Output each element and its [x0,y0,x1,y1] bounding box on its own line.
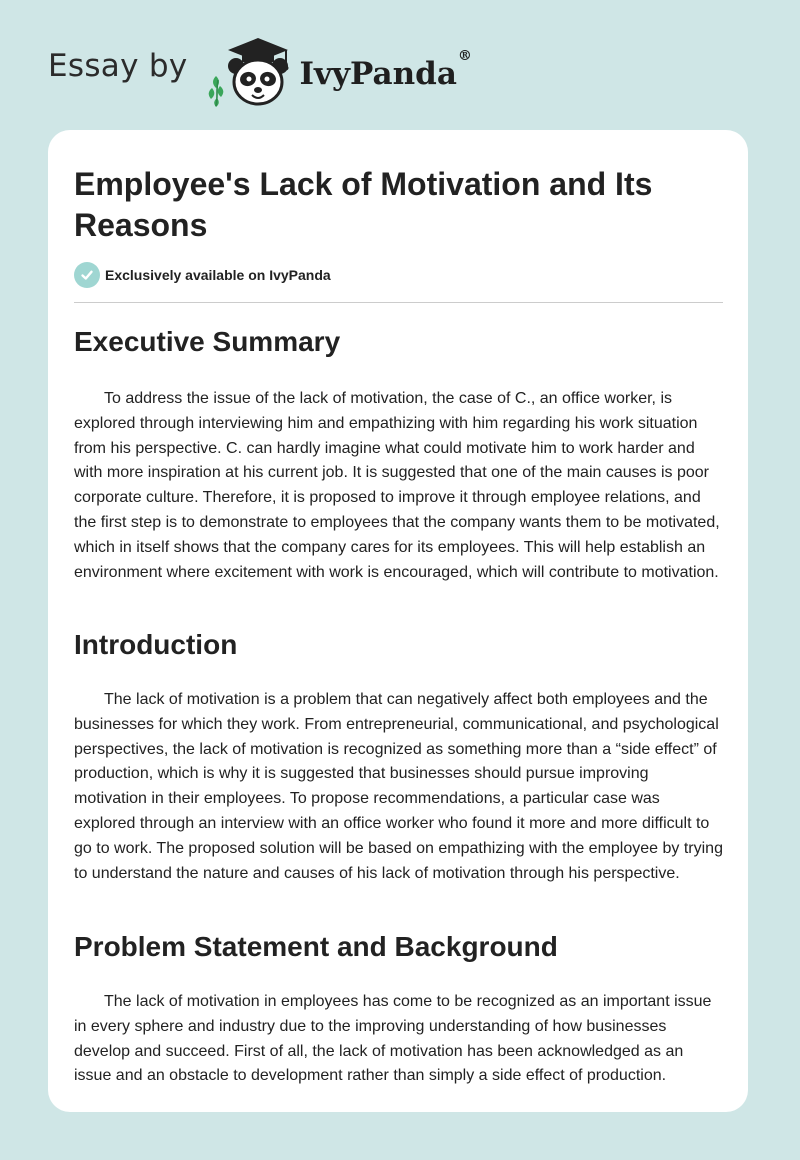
registered-mark: ® [457,48,472,64]
essay-card [48,130,748,1112]
section-heading: Executive Summary [74,326,341,357]
panda-logo-icon[interactable] [206,36,294,108]
check-icon [74,262,100,288]
essay-by-label: Essay by [48,48,188,84]
section-heading: Problem Statement and Background [74,931,558,962]
site-header [48,36,472,108]
section-heading: Introduction [74,629,238,660]
divider [74,302,723,303]
section-paragraph: The lack of motivation in employees has come to be recognized as an important issue in every sphere and industry due to the improving understanding of how businesses develop and succeed. First of all, the lack of motivation has been acknowledged as an issue and an obstacle to development rather than simply a side effect of production. [74,993,712,1085]
exclusive-badge [74,262,331,288]
page-title: Employee's Lack of Motivation and Its Reasons [74,166,653,243]
brand-name[interactable]: IvyPanda® [299,48,472,92]
section-paragraph: To address the issue of the lack of motivation, the case of C., an office worker, is explored through interviewing him and empathizing with him regarding his work situation from his perspective. C. can hardly imagine what could motivate him to work harder and with more inspiration at his current job. It is suggested that one of the main causes is poor corporate culture. Therefore, it is proposed to improve it through employee relations, and the first step is to demonstrate to employees that the company wants them to be motivated, which in itself shows that the company cares for its employees. This will help establish an environment where excitement with work is encouraged, which will contribute to motivation. [74,390,720,581]
section-paragraph: The lack of motivation is a problem that can negatively affect both employees and the businesses for which they work. From entrepreneurial, communicational, and psychological perspectives, the lack of motivation is recognized as something more than a “side effect” of production, which is why it is suggested that businesses should pursue improving motivation in their employees. To propose recommendations, a particular case was explored through an interview with an office worker who found it more and more difficult to go to work. The proposed solution will be based on empathizing with the employee by trying to understand the nature and causes of his lack of motivation through his perspective. [74,691,723,882]
exclusive-label: Exclusively available on IvyPanda [105,267,331,283]
